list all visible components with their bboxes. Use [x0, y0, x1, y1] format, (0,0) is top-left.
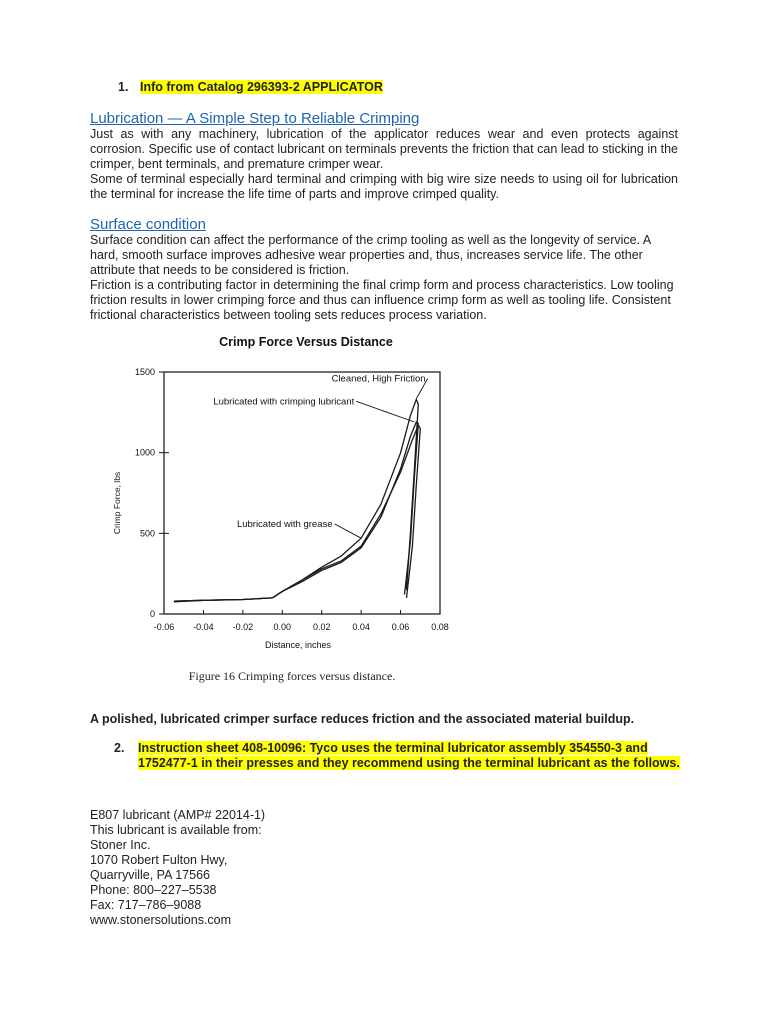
surface-paragraph-1: Surface condition can affect the performance of the crimp tooling as well as the longevity of service. A hard, smooth surface improves adhesive wear properties and, thus, increases service life. The other attribute that needs to be considered is friction.: [90, 233, 651, 277]
contact-line-city: Quarryville, PA 17566: [90, 868, 210, 882]
annotation-label-1: Cleaned, High Friction: [331, 373, 426, 385]
lubrication-body: [90, 127, 678, 202]
contact-line-company: Stoner Inc.: [90, 838, 151, 852]
contact-line-available: This lubricant is available from:: [90, 823, 262, 837]
annotation-leader-3: [335, 524, 362, 538]
contact-line-phone: Phone: 800–227–5538: [90, 883, 217, 897]
contact-line-fax: Fax: 717–786–9088: [90, 898, 202, 912]
x-tick-label: 0.02: [312, 622, 331, 632]
x-tick-label: 0.06: [391, 622, 410, 632]
x-tick-label: -0.02: [232, 622, 254, 632]
section-1-heading: [118, 80, 383, 94]
annotation-leader-2: [356, 401, 414, 422]
x-tick-label: -0.06: [153, 622, 175, 632]
annotation-label-2: Lubricated with crimping lubricant: [213, 396, 355, 408]
contact-line-street: 1070 Robert Fulton Hwy,: [90, 853, 228, 867]
section-1-title: Info from Catalog 296393-2 APPLICATOR: [140, 80, 383, 94]
section-1-number: 1.: [118, 80, 129, 94]
surface-paragraph-2: Friction is a contributing factor in determining the final crimp form and process characteristics. Low tooling friction results in lower crimping force and thus can influence crimp form as well as tooling life. Consistent frictional characteristics between tooling sets reduces process variation.: [90, 278, 674, 322]
plot-frame: [164, 372, 440, 614]
lubrication-heading: Lubrication — A Simple Step to Reliable Crimping: [90, 110, 420, 127]
polished-note: A polished, lubricated crimper surface reduces friction and the associated material buildup.: [90, 712, 635, 726]
contact-line-website: www.stonersolutions.com: [90, 913, 232, 927]
series-line-1: [174, 399, 418, 602]
surface-body: [90, 233, 678, 323]
crimp-force-chart: [106, 322, 478, 694]
section-2-number: 2.: [114, 741, 125, 755]
y-tick-label: 1500: [134, 367, 155, 377]
figure-caption: Figure 16 Crimping forces versus distance.: [188, 669, 396, 683]
chart-title: Crimp Force Versus Distance: [219, 335, 393, 349]
y-tick-label: 500: [139, 528, 155, 539]
y-tick-label: 0: [149, 609, 155, 619]
lubrication-paragraph-2: Some of terminal especially hard terminal and crimping with big wire size needs to using oil for lubrication the terminal for increase the life time of parts and improve crimped quality.: [90, 172, 678, 201]
contact-block: [90, 808, 265, 928]
x-tick-label: 0.00: [273, 622, 292, 632]
surface-heading: Surface condition: [90, 216, 206, 233]
x-axis-label: Distance, inches: [264, 640, 332, 650]
y-axis-label: Crimp Force, lbs: [112, 471, 122, 535]
x-tick-label: 0.04: [352, 622, 370, 632]
contact-line-lubricant: E807 lubricant (AMP# 22014-1): [90, 808, 266, 822]
section-2: [114, 741, 684, 771]
y-tick-label: 1000: [134, 447, 155, 458]
lubrication-paragraph-1: Just as with any machinery, lubrication of the applicator reduces wear and even protects against corrosion. Specific use of contact lubricant on terminals prevents the friction that can lead to sticking in the crimper, bent terminals, and premature crimper wear.: [90, 127, 678, 171]
annotation-label-3: Lubricated with grease: [236, 518, 333, 530]
section-2-text: Instruction sheet 408-10096: Tyco uses the terminal lubricator assembly 354550-3 and 1752477-1 in their presses and they recommend using the terminal lubricant as the follows.: [138, 741, 680, 770]
series-line-3: [174, 425, 420, 601]
x-tick-label: -0.04: [193, 622, 214, 632]
x-tick-label: 0.08: [431, 622, 449, 632]
